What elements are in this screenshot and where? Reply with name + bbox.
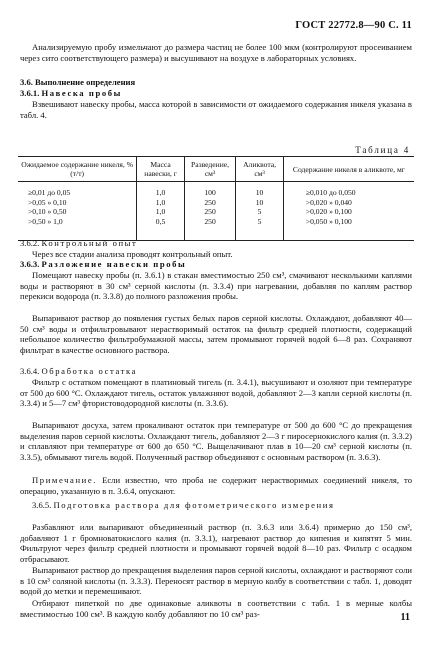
table-cell: >0,05 » 0,10 xyxy=(28,197,67,207)
column-header: Аликвота, см³ xyxy=(236,157,284,182)
table-cell: 0,5 xyxy=(137,217,185,227)
table-cell: ≥0,010 до 0,050 xyxy=(283,188,414,198)
section-number: 3.6.2. xyxy=(20,238,40,248)
table-cell: 1,0 xyxy=(137,207,185,217)
table-row xyxy=(18,188,414,198)
table-cell: >0,020 » 0,040 xyxy=(283,198,414,208)
section-number: 3.6.1. xyxy=(20,88,40,98)
section-number: 3.6.3. xyxy=(20,259,40,269)
paragraph-3-6-4-b: Выпаривают досуха, затем прокаливают остаток при температуре от 500 до 600 °С до прекращения выделения паров серной кислоты. Охлаждают тигель, добавляют 2—3 г пиросернокислого калия (п. 3.3.2) и сплавляют при температуре от 600 до 650 °С. Выщелачивают плав в 10—20 см³ серной кислоты (п. 3.3.5), обмывают тигель водой. Полученный раствор объединяют с основным раствором (п. 3.6.3). xyxy=(20,420,412,462)
table-cell: 5 xyxy=(236,217,284,227)
table-cell: 250 xyxy=(184,207,235,217)
paragraph-3-6-5-c: Отбирают пипеткой по две одинаковые аликвоты в соответствии с табл. 1 в мерные колбы вместимостью 100 см³. В каждую колбу добавляют по 10 см³ раз- xyxy=(20,598,412,619)
paragraph-3-6-3-a: Помещают навеску пробы (п. 3.6.1) в стакан вместимостью 250 см³, смачивают несколькими каплями воды и растворяют в 30 см³ серной кислоты (п. 3.3.4) при нагревании, добавляя по каплям раствор перекиси водорода (п. 3.3.8) до полного разложения пробы. xyxy=(20,270,412,302)
section-3-6-2-heading xyxy=(20,238,412,249)
table-cell: >0,020 » 0,100 xyxy=(283,207,414,217)
section-3-6-5-heading xyxy=(20,500,412,511)
paragraph-3-6-3-b: Выпаривают раствор до появления густых белых паров серной кислоты. Охлаждают, добавляют 40—50 см³ воды и отфильтровывают нерастворимый остаток на фильтр средней плотности, содержащий небольшое количество фильтробумажной массы, затем промывают горячей водой 6—8 раз. Сохраняют фильтрат в качестве основного раствора. xyxy=(20,313,412,355)
paragraph-3-6-4-a: Фильтр с остатком помещают в платиновый тигель (п. 3.4.1), высушивают и озоляют при температуре от 500 до 600 °С. Охлаждают тигель, остаток увлажняют водой, добавляют 2—3 капли серной кислоты (п. 3.3.4) и 5—7 см³ фтористоводородной кислоты (п. 3.3.6). xyxy=(20,377,412,409)
table-row xyxy=(18,217,414,227)
page-header: ГОСТ 22772.8—90 С. 11 xyxy=(295,20,412,31)
table-cell: 1,0 xyxy=(137,188,185,198)
table-cell: 1,0 xyxy=(137,198,185,208)
table-header-row xyxy=(18,157,414,182)
intro-paragraph: Анализируемую пробу измельчают до размера частиц не более 100 мкм (контролируют просеиванием через сито соответствующего размера) и высушивают на воздухе в лабораторных условиях. xyxy=(20,42,412,63)
table-4 xyxy=(18,156,414,241)
table-row xyxy=(18,198,414,208)
note-text: Если известно, что проба не содержит нерастворимых соединений никеля, то операцию, указанную в п. 3.6.4, опускают. xyxy=(20,475,412,496)
column-header: Разведение, см³ xyxy=(184,157,235,182)
section-3-6-4-heading xyxy=(20,366,412,377)
table-cell: ≥0,01 до 0,05 xyxy=(28,188,71,197)
table-cell: 10 xyxy=(236,198,284,208)
note xyxy=(20,475,412,496)
table-cell: 5 xyxy=(236,207,284,217)
table-row xyxy=(18,207,414,217)
table-cell: >0,050 » 0,100 xyxy=(283,217,414,227)
column-header: Содержание никеля в аликвоте, мг xyxy=(283,157,414,182)
column-header: Масса навески, г xyxy=(137,157,185,182)
page-number: 11 xyxy=(400,612,410,623)
section-title: Контрольный опыт xyxy=(41,238,138,248)
section-title: Подготовка раствора для фотометрического измерения xyxy=(53,500,335,510)
table-cell: >0,50 » 1,0 xyxy=(28,216,63,226)
section-3-6-1-heading xyxy=(20,88,412,99)
paragraph-3-6-5-a: Разбавляют или выпаривают объединенный раствор (п. 3.6.3 или 3.6.4) примерно до 150 см³, добавляют 1 г бромноватокислого калия (п. 3.3.1), нагревают раствор до кипения и кипятят 5 мин. Фильтруют через фильтр средней плотности и промывают горячей водой 8—10 раз. Фильтр с осадком отбрасывают. xyxy=(20,522,412,564)
paragraph-3-6-1: Взвешивают навеску пробы, масса которой в зависимости от ожидаемого содержания никеля указана в табл. 4. xyxy=(20,99,412,120)
section-number: 3.6.4. xyxy=(20,366,40,376)
table-cell: 250 xyxy=(184,198,235,208)
section-title: Разложение навески пробы xyxy=(41,259,187,269)
section-3-6-3-heading xyxy=(20,259,412,270)
table-cell: 10 xyxy=(236,188,284,198)
table-cell: 100 xyxy=(184,188,235,198)
section-3-6-heading: 3.6. Выполнение определения xyxy=(20,77,136,87)
section-title: Обработка остатка xyxy=(41,366,138,376)
table-caption: Таблица 4 xyxy=(355,145,410,155)
section-title: Навеска пробы xyxy=(41,88,122,98)
note-label: Примечание. xyxy=(32,475,98,485)
table-cell: >0,10 » 0,50 xyxy=(28,207,67,216)
column-header: Ожидаемое содержание никеля, % (т/т) xyxy=(18,157,137,182)
section-number: 3.6.5. xyxy=(32,500,52,510)
paragraph-3-6-2: Через все стадии анализа проводят контрольный опыт. xyxy=(32,249,233,259)
paragraph-3-6-5-b: Выпаривают раствор до прекращения выделения паров серной кислоты, охлаждают и растворяют соли в 10 см³ соляной кислоты (п. 3.3.3). Переносят раствор в мерную колбу в соответствии с табл. 1, доводят водой до метки и перемешивают. xyxy=(20,565,412,597)
table-cell: 250 xyxy=(184,217,235,227)
